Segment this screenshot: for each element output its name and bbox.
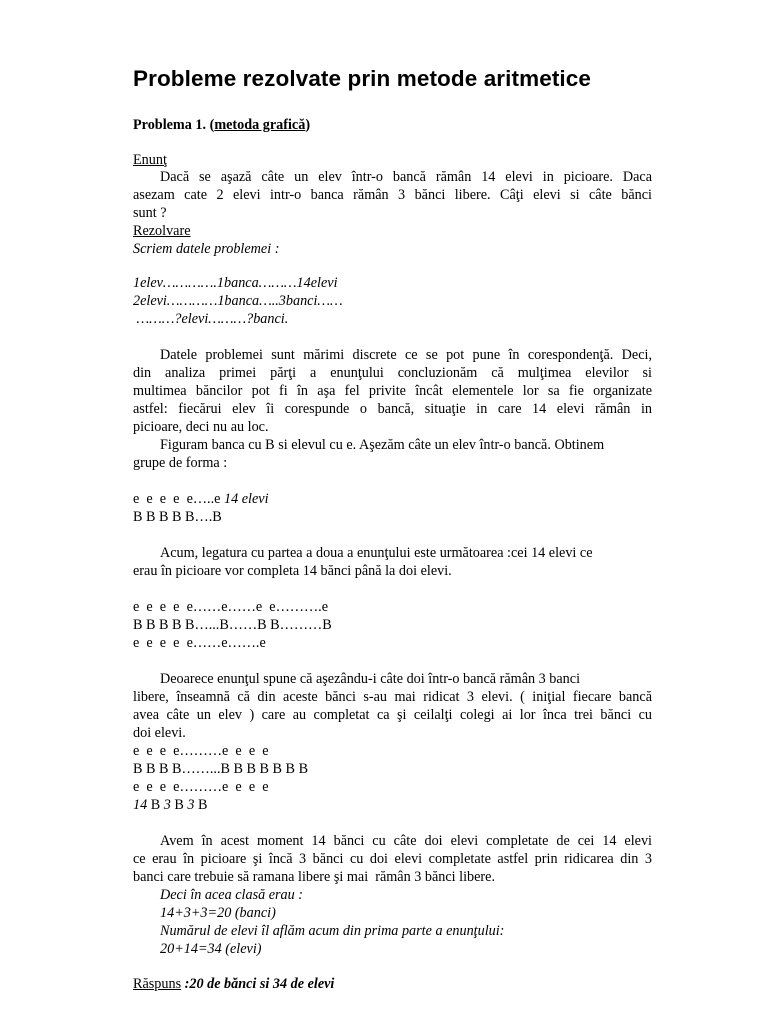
calc-line: Deci în acea clasă erau : (160, 887, 304, 903)
paragraph-line: multimea băncilor pot fi în aşa fel privite încât elementele lor sa fie organizate (133, 383, 652, 399)
bench-label: B (147, 797, 164, 813)
answer-value: :20 de bănci si 34 de elevi (181, 976, 335, 992)
diagram-row: B B B B B…...B……B B………B (133, 617, 332, 633)
diagram-row: B B B B……...B B B B B B B (133, 761, 309, 777)
paragraph-line: ce erau în picioare şi încă 3 bănci cu doi elevi completate astfel prin ridicarea din 3 (133, 851, 652, 867)
paragraph-line: banci care trebuie să ramana libere şi mai rămân 3 bănci libere. (133, 869, 495, 885)
answer-line (133, 976, 334, 993)
paragraph-line: grupe de forma : (133, 455, 228, 471)
problem-heading (133, 117, 310, 134)
paragraph-line: erau în picioare vor completa 14 bănci până la doi elevi. (133, 563, 452, 579)
data-line: 2elevi…………1banca…..3banci…… (133, 293, 343, 309)
rezolvare-intro: Scriem datele problemei : (133, 241, 280, 257)
count-label: 14 (133, 797, 148, 813)
page-title: Probleme rezolvate prin metode aritmetice (133, 66, 591, 91)
calc-line: 14+3+3=20 (banci) (160, 905, 276, 921)
diagram-row (133, 491, 269, 508)
count-label: 3 (187, 797, 195, 813)
diagram-row: e e e e e……e…….e (133, 635, 266, 651)
diagram-row: e e e e e……e……e e……….e (133, 599, 329, 615)
enunt-line: asezam cate 2 elevi intr-o banca rămân 3 bănci libere. Câţi elevi si câte bănci (133, 187, 652, 203)
data-line: 1elev………….1banca………14elevi (133, 275, 338, 291)
calc-line: Numărul de elevi îl aflăm acum din prima parte a enunţului: (160, 923, 505, 939)
enunt-heading: Enunţ (133, 152, 167, 168)
diagram-row: B B B B B….B (133, 509, 222, 525)
diagram-row: e e e e………e e e e (133, 779, 269, 795)
paragraph-line: doi elevi. (133, 725, 186, 741)
problem-label: Problema 1. ( (133, 117, 215, 133)
paragraph-line: Deoarece enunţul spune că aşezându-i câte doi într-o bancă rămân 3 banci (160, 671, 581, 687)
rezolvare-heading: Rezolvare (133, 223, 191, 239)
answer-label: Răspuns (133, 976, 182, 992)
count-label: 3 (163, 797, 171, 813)
paragraph-line: astfel: fiecărui elev îi corespunde o bancă, situaţie in care 14 elevi rămân in (133, 401, 652, 417)
problem-close: ) (305, 117, 311, 133)
data-line: ………?elevi………?banci. (133, 311, 289, 327)
paragraph-line: Datele problemei sunt mărimi discrete ce se pot pune în corespondenţă. Deci, (160, 347, 652, 363)
bench-label: B (170, 797, 188, 813)
diagram-row-label: 14 elevi (224, 491, 269, 507)
paragraph-line: Figuram banca cu B si elevul cu e. Aşezăm câte un elev într-o bancă. Obtinem (160, 437, 605, 453)
enunt-line: sunt ? (133, 205, 167, 221)
enunt-line: Dacă se aşază câte un elev într-o bancă rămân 14 elevi in picioare. Daca (160, 169, 652, 185)
paragraph-line: avea câte un elev ) care au completat ca şi ceilalţi colegi ai lor înca trei bănci cu (133, 707, 652, 723)
calc-line: 20+14=34 (elevi) (160, 941, 262, 957)
paragraph-line: picioare, deci nu au loc. (133, 419, 269, 435)
paragraph-line: Acum, legatura cu partea a doua a enunţului este următoarea :cei 14 elevi ce (160, 545, 593, 561)
diagram-count-row (133, 797, 208, 814)
paragraph-line: libere, înseamnă că din aceste bănci s-au mai ridicat 3 elevi. ( iniţial fiecare bancă (133, 689, 652, 705)
diagram-row-text: e e e e e…..e (133, 491, 224, 507)
diagram-row: e e e e………e e e e (133, 743, 269, 759)
paragraph-line: Avem în acest moment 14 bănci cu câte doi elevi completate de cei 14 elevi (160, 833, 652, 849)
bench-label: B (194, 797, 208, 813)
problem-method: metoda grafică (214, 117, 306, 133)
paragraph-line: din analiza primei părţi a enunţului concluzionăm că mulţimea elevilor si (133, 365, 652, 381)
